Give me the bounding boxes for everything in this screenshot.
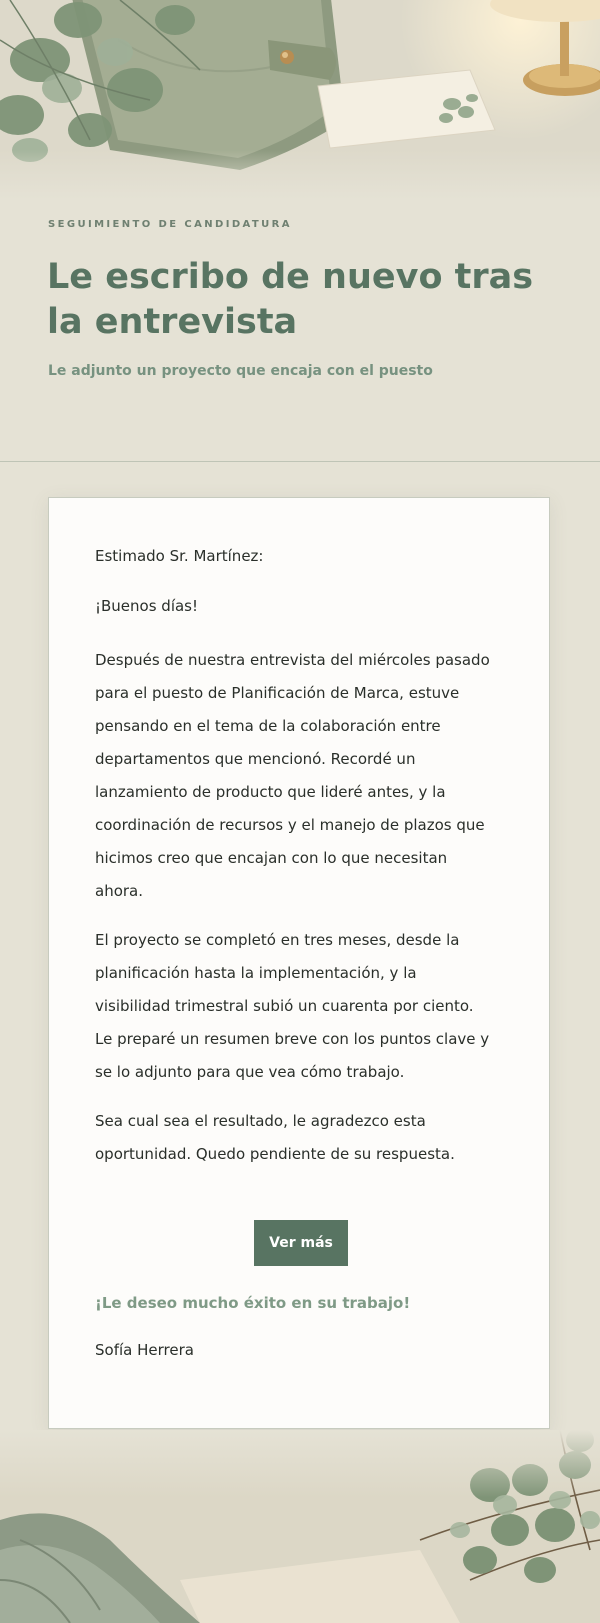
letter-greeting: Estimado Sr. Martínez: xyxy=(95,547,264,565)
letter-paragraph-1: Después de nuestra entrevista del miércoles pasado para el puesto de Planificación de Marca, estuve pensando en el tema de la colaboración entre departamentos que mencionó. Recordé un lanzamiento de producto que lideré antes, y la coordinación de recursos y el manejo de plazos que hicimos creo que encajan con lo que necesitan ahora. xyxy=(95,651,490,900)
letter-paragraph-2: El proyecto se completó en tres meses, desde la planificación hasta la implementación, y la visibilidad trimestral subió un cuarenta por ciento. Le preparé un resumen breve con los puntos clave y se lo adjunto para que vea cómo trabajo. xyxy=(95,931,490,1081)
letter-body xyxy=(95,544,495,1187)
header-divider xyxy=(0,461,600,462)
eucalyptus-folder-desk-photo-icon xyxy=(0,0,600,200)
closing-wish: ¡Le deseo mucho éxito en su trabajo! xyxy=(95,1294,411,1312)
letter-card xyxy=(48,497,550,1429)
header-image xyxy=(0,0,600,200)
see-more-button[interactable]: Ver más xyxy=(254,1220,348,1266)
eucalyptus-linen-photo-icon xyxy=(0,1430,600,1623)
letter-paragraph-3: Sea cual sea el resultado, le agradezco esta oportunidad. Quedo pendiente de su respuesta. xyxy=(95,1112,455,1163)
signature: Sofía Herrera xyxy=(95,1341,194,1359)
page-subtitle: Le adjunto un proyecto que encaja con el puesto xyxy=(48,363,433,379)
header-eyebrow: SEGUIMIENTO DE CANDIDATURA xyxy=(48,219,292,230)
footer-image xyxy=(0,1430,600,1623)
letter-hello: ¡Buenos días! xyxy=(95,597,199,615)
page-title: Le escribo de nuevo tras la entrevista xyxy=(47,257,534,342)
